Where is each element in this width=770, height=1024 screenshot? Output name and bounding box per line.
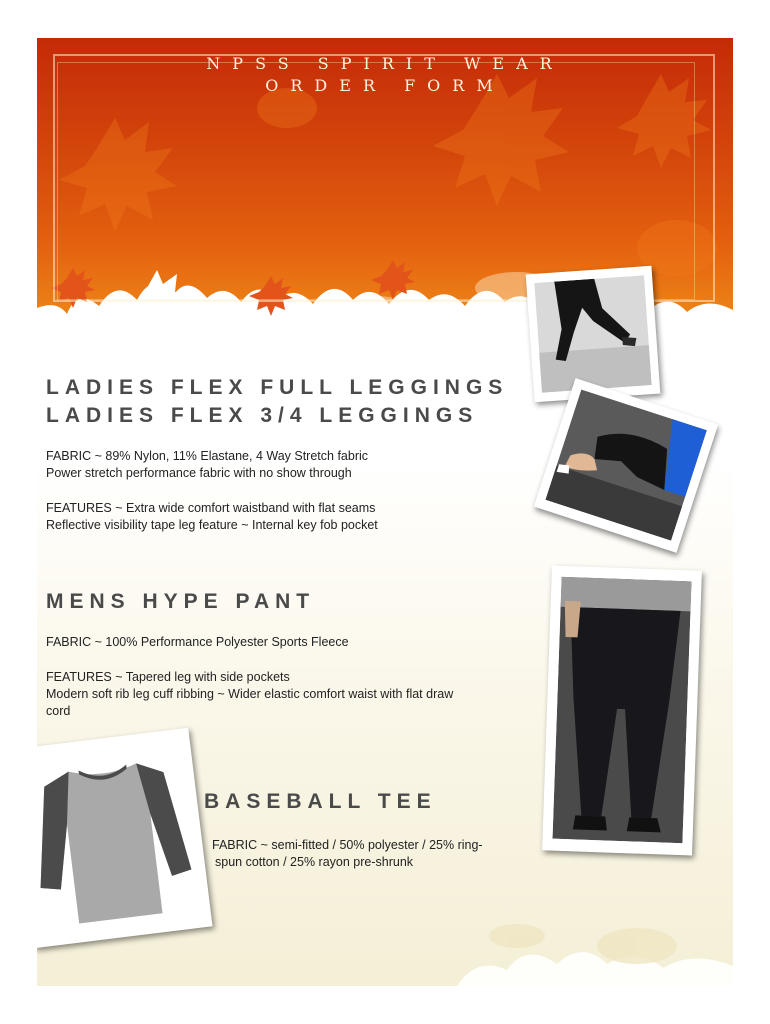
hype-pant-fabric: FABRIC ~ 100% Performance Polyester Sports Fleece <box>46 635 349 649</box>
hype-pant-features-line3: cord <box>46 704 71 718</box>
order-form-page <box>37 38 733 986</box>
hype-pant-features-line2: Modern soft rib leg cuff ribbing ~ Wider elastic comfort waist with flat draw <box>46 687 454 701</box>
leggings-fabric-line2: Power stretch performance fabric with no show through <box>46 466 352 480</box>
three-quarter-leggings-photo <box>534 378 718 553</box>
leggings-heading-line1: LADIES FLEX FULL LEGGINGS <box>46 376 509 399</box>
leggings-features-line2: Reflective visibility tape leg feature ~ Internal key fob pocket <box>46 518 378 532</box>
hype-pant-heading: MENS HYPE PANT <box>46 590 316 613</box>
full-leggings-photo <box>526 266 661 402</box>
banner-frame-inner <box>57 62 695 300</box>
leggings-features-line1: FEATURES ~ Extra wide comfort waistband with flat seams <box>46 501 376 515</box>
form-title-line2: ORDER FORM <box>265 76 505 95</box>
mens-hype-pant-photo <box>542 565 702 855</box>
bottom-leaves-decoration <box>37 906 733 986</box>
leggings-heading-line2: LADIES FLEX 3/4 LEGGINGS <box>46 404 479 427</box>
form-title-line1: NPSS SPIRIT WEAR <box>206 54 564 73</box>
baseball-tee-fabric-line2: spun cotton / 25% rayon pre-shrunk <box>215 855 414 869</box>
hype-pant-features-line1: FEATURES ~ Tapered leg with side pockets <box>46 670 290 684</box>
baseball-tee-fabric-line1: FABRIC ~ semi-fitted / 50% polyester / 25% ring- <box>212 838 483 852</box>
leggings-fabric-line1: FABRIC ~ 89% Nylon, 11% Elastane, 4 Way Stretch fabric <box>46 449 369 463</box>
baseball-tee-heading: BASEBALL TEE <box>204 790 437 813</box>
